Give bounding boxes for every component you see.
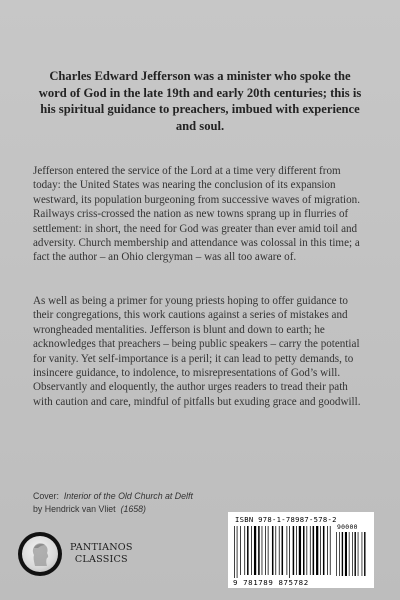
price-code: 90000 [337, 523, 358, 531]
price-barcode-bar [342, 532, 343, 576]
cover-credit-prefix: Cover: [33, 491, 59, 501]
barcode-bar [275, 526, 276, 575]
cover-painting-title: Interior of the Old Church at Delft [63, 491, 193, 501]
barcode-bar [320, 526, 321, 575]
cover-credit-year: (1658) [120, 504, 146, 514]
price-barcode-bar [355, 532, 356, 576]
price-barcode-bar [339, 532, 340, 576]
barcode-bar [316, 526, 318, 575]
barcode-bar [251, 526, 252, 575]
barcode-digits: 9 781789 875782 [233, 578, 309, 587]
barcode-bar [247, 526, 249, 575]
coin-face [22, 536, 58, 572]
barcode-bar [272, 526, 274, 575]
price-barcode-bar [345, 532, 347, 576]
description-paragraph-1: Jefferson entered the service of the Lord at a time very different from today: the United States was nearing the conclusion of its expansion westward, its population burgeoning from successive waves of migration. Railways criss-crossed the nation as new towns sprang up in flurries of settlement: in short, the need for God was greater than ever amid toil and adversity. Church membership and attendance was colossal in this time; a fact the author – an Ohio clergyman – was all too aware of. [33, 165, 360, 264]
publisher-logo [18, 519, 168, 589]
barcode-bar [282, 526, 284, 575]
price-barcode-bar [336, 532, 337, 576]
barcode-bar [254, 526, 256, 575]
barcode-bar [313, 526, 315, 575]
price-barcode-bar [352, 532, 353, 576]
cover-credit-line-2 [33, 503, 193, 516]
portrait-silhouette [22, 536, 58, 572]
cover-credit-line-1 [33, 490, 193, 503]
price-barcode-bar [364, 532, 365, 576]
barcode-bar [234, 526, 235, 578]
coin-portrait-icon [18, 532, 62, 576]
barcode-bars [234, 526, 332, 578]
publisher-name [70, 542, 133, 567]
barcode-bar [293, 526, 295, 575]
barcode-bar [268, 526, 269, 575]
barcode-bar [279, 526, 280, 575]
barcode-bar [244, 526, 245, 575]
price-barcode-bar [358, 532, 359, 576]
price-barcode-bars [336, 532, 366, 576]
barcode-bar [296, 526, 297, 575]
publisher-name-line-2: CLASSICS [74, 554, 128, 565]
barcode-bar [299, 526, 301, 575]
cover-credit [33, 490, 193, 516]
barcode-bar [237, 526, 238, 578]
barcode-bar [330, 526, 331, 575]
isbn-label: ISBN 978-1-78987-578-2 [235, 515, 337, 524]
publisher-name-line-1: PANTIANOS [70, 541, 133, 553]
barcode-bar [327, 526, 328, 575]
barcode-bar [240, 526, 241, 575]
barcode-bar [258, 526, 260, 575]
barcode-bar [265, 526, 266, 575]
barcode-bar [310, 526, 311, 575]
barcode-bar [262, 526, 263, 575]
barcode-bar [306, 526, 307, 575]
description-paragraph-2: As well as being a primer for young priests hoping to offer guidance to their congregations, this work cautions against a series of mistakes and wrongheaded mentalities. Jefferson is blunt and down to earth; he acknowledges that preachers – being public speakers – carry the potential for vanity. Yet self-importance is a peril; it can lead to petty demands, to insincere guidance, to indolence, to misrepresentations of God’s will. Observantly and eloquently, the author urges readers to tread their path with caution and care, mindful of pitfalls but exuding grace and goodwill. [33, 295, 361, 408]
cover-credit-artist: by Hendrick van Vliet [33, 504, 116, 514]
barcode-bar [287, 526, 288, 575]
intro-blurb: Charles Edward Jefferson was a minister who spoke the word of God in the late 19th and early 20th centuries; this is his spiritual guidance to preachers, imbued with experience and soul. [38, 69, 362, 133]
price-barcode-bar [349, 532, 350, 576]
price-barcode-bar [362, 532, 363, 576]
barcode-bar [323, 526, 325, 575]
isbn-barcode [228, 512, 374, 588]
barcode-bar [303, 526, 305, 575]
barcode-bar [289, 526, 290, 578]
